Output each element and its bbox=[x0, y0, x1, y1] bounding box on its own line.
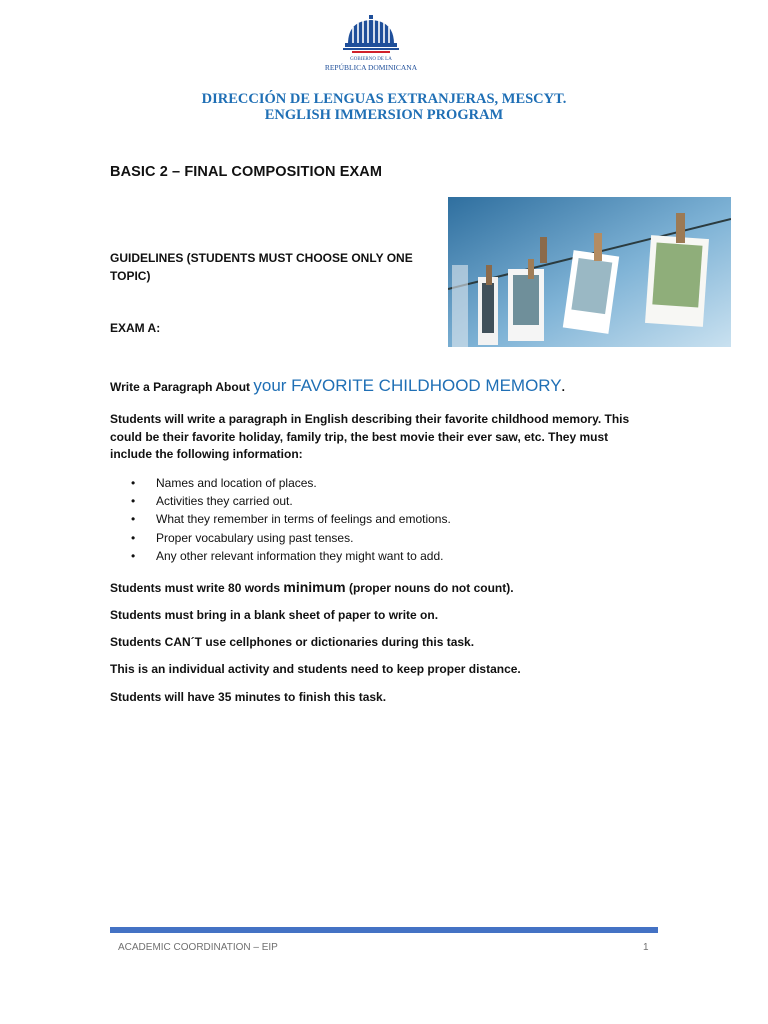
rule-word-count bbox=[110, 579, 514, 595]
rule-devices: Students CAN´T use cellphones or dictionaries during this task. bbox=[110, 635, 475, 649]
list-item bbox=[110, 529, 451, 547]
svg-text:GOBIERNO DE LA: GOBIERNO DE LA bbox=[350, 57, 392, 62]
list-item-text: Proper vocabulary using past tenses. bbox=[156, 530, 354, 545]
writing-prompt bbox=[110, 376, 565, 396]
list-item bbox=[110, 474, 451, 492]
prompt-prefix: Write a Paragraph About bbox=[110, 380, 254, 394]
exam-title: BASIC 2 – FINAL COMPOSITION EXAM bbox=[110, 164, 383, 180]
list-item-text: Names and location of places. bbox=[156, 476, 317, 490]
bullet-icon: • bbox=[131, 548, 136, 563]
rule-time-limit: Students will have 35 minutes to finish this task. bbox=[110, 690, 387, 704]
rule-individual: This is an individual activity and students need to keep proper distance. bbox=[110, 662, 521, 676]
instructions-paragraph: Students will write a paragraph in English describing their favorite childhood memory. This could be their favorite holiday, family trip, the best movie their ever saw, etc. They must include the following information: bbox=[110, 412, 630, 461]
list-item-text: Any other relevant information they might want to add. bbox=[156, 548, 444, 563]
list-item-text: Activities they carried out. bbox=[156, 494, 293, 509]
guidelines-heading: GUIDELINES (STUDENTS MUST CHOOSE ONLY ONE TOPIC) bbox=[110, 251, 413, 283]
bullet-icon: • bbox=[131, 494, 136, 509]
prompt-suffix: . bbox=[561, 380, 565, 394]
bullet-icon: • bbox=[131, 512, 136, 527]
rule-emphasis: minimum bbox=[283, 579, 346, 595]
list-item bbox=[110, 510, 451, 528]
program-name: ENGLISH IMMERSION PROGRAM bbox=[264, 107, 504, 123]
list-item-text: What they remember in terms of feelings and emotions. bbox=[156, 512, 451, 527]
rule-text: (proper nouns do not count). bbox=[345, 581, 514, 595]
requirements-list bbox=[110, 474, 451, 565]
footer-text: ACADEMIC COORDINATION – EIP bbox=[118, 942, 278, 953]
exam-label: EXAM A: bbox=[110, 321, 161, 335]
list-item bbox=[110, 547, 451, 565]
rule-paper: Students must bring in a blank sheet of paper to write on. bbox=[110, 608, 439, 622]
svg-text:REPÚBLICA DOMINICANA: REPÚBLICA DOMINICANA bbox=[324, 63, 418, 72]
bullet-icon: • bbox=[131, 476, 136, 490]
rule-text: Students must write 80 words bbox=[110, 581, 284, 595]
hanging-photos-image bbox=[448, 197, 731, 347]
government-logo bbox=[312, 12, 430, 78]
bullet-icon: • bbox=[131, 530, 136, 545]
page-number: 1 bbox=[643, 942, 649, 953]
footer-divider bbox=[110, 927, 658, 933]
prompt-topic: your FAVORITE CHILDHOOD MEMORY bbox=[253, 376, 562, 395]
department-name: DIRECCIÓN DE LENGUAS EXTRANJERAS, MESCYT. bbox=[201, 91, 567, 107]
list-item bbox=[110, 492, 451, 510]
